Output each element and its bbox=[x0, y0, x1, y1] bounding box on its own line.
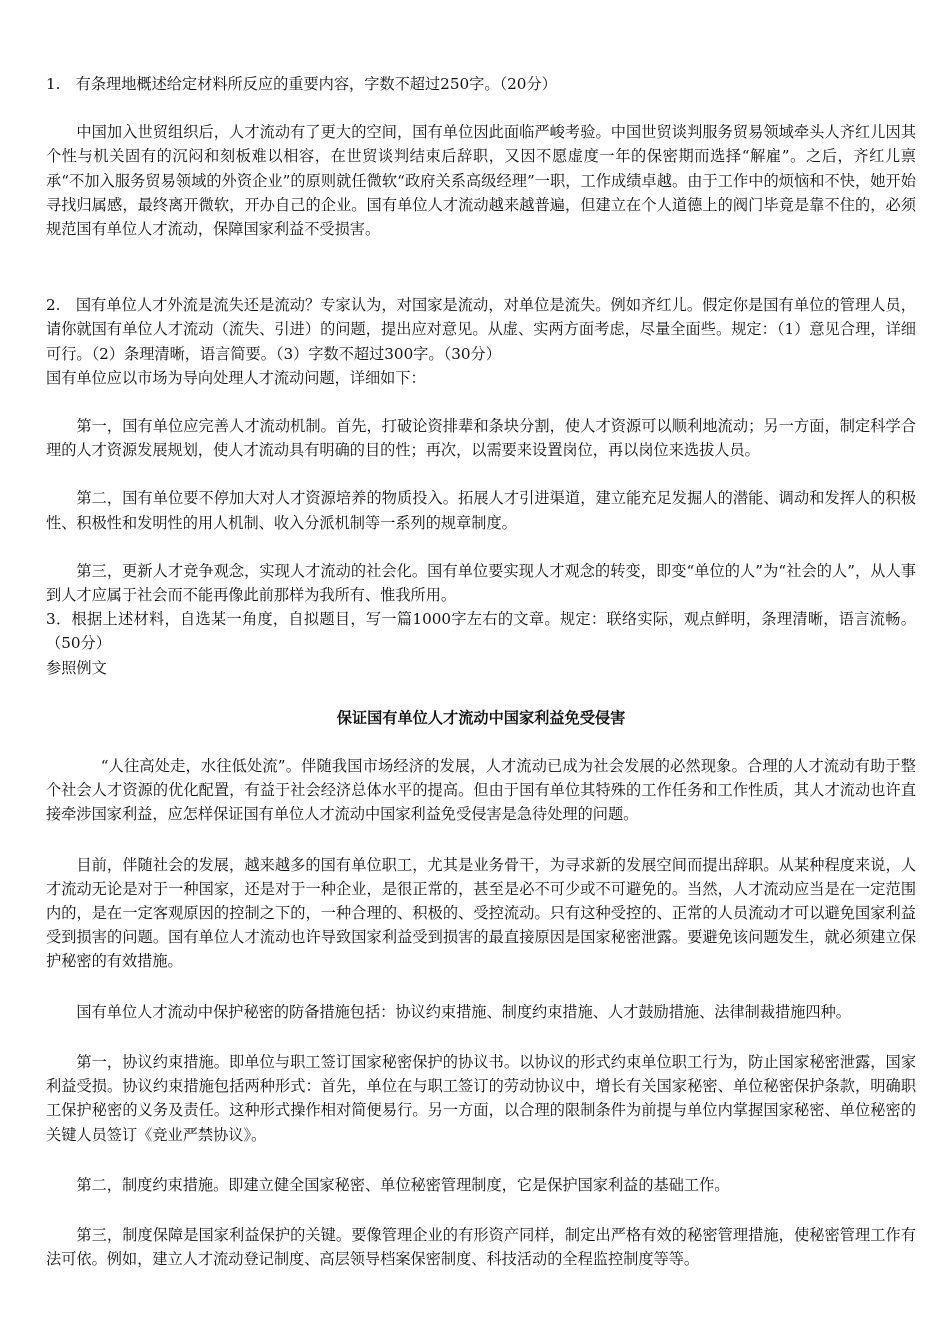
essay-paragraph-3: 国有单位人才流动中保护秘密的防备措施包括：协议约束措施、制度约束措施、人才鼓励措施、法律制裁措施四种。 bbox=[76, 1002, 851, 1021]
question-2-point-3: 第三，更新人才竞争观念，实现人才流动的社会化。国有单位要实现人才观念的转变，即变“单位的人”为“社会的人”，从人事到人才应属于社会而不能再像此前那样为我所有、惟我所用。 bbox=[46, 561, 916, 605]
question-2-lead: 国有单位应以市场为导向处理人才流动问题，详细如下： bbox=[46, 368, 426, 387]
essay-paragraph-5: 第二，制度约束措施。即建立健全国家秘密、单位秘密管理制度，它是保护国家利益的基础工作。 bbox=[76, 1175, 730, 1194]
question-2-point-1: 第一，国有单位应完善人才流动机制。首先，打破论资排辈和条块分割，使人才资源可以顺利地流动；另一方面，制定科学合理的人才资源发展规划，使人才流动具有明确的目的性；再次，以需要来设置岗位，再以岗位来选拔人员。 bbox=[46, 417, 916, 460]
essay-paragraph-1: “人往高处走，水往低处流”。伴随我国市场经济的发展，人才流动已成为社会发展的必然现象。合理的人才流动有助于整个社会人才资源的优化配置，有益于社会经济总体水平的提高。但由于国有单位其特殊的工作任务和工作性质，其人才流动也许直接牵涉国家利益，应怎样保证国有单位人才流动中国家利益免受侵害是急待处理的问题。 bbox=[46, 757, 916, 824]
reference-essay-label: 参照例文 bbox=[46, 658, 107, 677]
essay-paragraph-2: 目前，伴随社会的发展，越来越多的国有单位职工，尤其是业务骨干，为寻求新的发展空间而提出辞职。从某种程度来说，人才流动无论是对于一种国家，还是对于一种企业，是很正常的，甚至是必不可少或不可避免的。当然，人才流动应当是在一定范围内的，是在一定客观原因的控制之下的，一种合理的、积极的、受控流动。只有这种受控的、正常的人员流动才可以避免国家利益受到损害的问题。国有单位人才流动也许导致国家利益受到损害的最直接原因是国家秘密泄露。要避免该问题发生，就必须建立保护秘密的有效措施。 bbox=[46, 855, 916, 971]
question-3-prompt: 3．根据上述材料，自选某一角度，自拟题目，写一篇1000字左右的文章。规定：联络实际，观点鲜明，条理清晰，语言流畅。（50分） bbox=[46, 610, 916, 653]
question-1-answer: 中国加入世贸组织后，人才流动有了更大的空间，国有单位因此面临严峻考验。中国世贸谈判服务贸易领域牵头人齐红儿因其个性与机关固有的沉闷和刻板难以相容，在世贸谈判结束后辞职，又因不愿虚度一年的保密期而选择“解雇”。之后，齐红儿禀承“不加入服务贸易领域的外资企业”的原则就任微软“政府关系高级经理”一职，工作成绩卓越。由于工作中的烦恼和不快，她开始寻找归属感，最终离开微软，开办自己的企业。国有单位人才流动越来越普遍，但建立在个人道德上的阀门毕竟是靠不住的，必须规范国有单位人才流动，保障国家利益不受损害。 bbox=[46, 123, 916, 239]
essay-paragraph-4: 第一，协议约束措施。即单位与职工签订国家秘密保护的协议书。以协议的形式约束单位职工行为，防止国家秘密泄露，国家利益受损。协议约束措施包括两种形式：首先，单位在与职工签订的劳动协议中，增长有关国家秘密、单位秘密保护条款，明确职工保护秘密的义务及责任。这种形式操作相对简便易行。另一方面，以合理的限制条件为前提与单位内掌握国家秘密、单位秘密的关键人员签订《竞业严禁协议》。 bbox=[46, 1052, 916, 1144]
question-1-prompt: 1. 有条理地概述给定材料所反应的重要内容，字数不超过250字。（20分） bbox=[46, 75, 557, 93]
essay-paragraph-6: 第三，制度保障是国家利益保护的关键。要像管理企业的有形资产同样，制定出严格有效的秘密管理措施，使秘密管理工作有法可依。例如，建立人才流动登记制度、高层领导档案保密制度、科技活动的全程监控制度等等。 bbox=[46, 1225, 916, 1269]
question-2-point-2: 第二，国有单位要不停加大对人才资源培养的物质投入。拓展人才引进渠道，建立能充足发掘人的潜能、调动和发挥人的积极性、积极性和发明性的用人机制、收入分派机制等一系列的规章制度。 bbox=[46, 489, 916, 532]
essay-title: 保证国有单位人才流动中国家利益免受侵害 bbox=[336, 708, 626, 727]
document-page bbox=[46, 72, 916, 1271]
question-2-prompt: 2. 国有单位人才外流是流失还是流动？专家认为，对国家是流动，对单位是流失。例如齐红儿。假定你是国有单位的管理人员，请你就国有单位人才流动（流失、引进）的问题，提出应对意见。从虚、实两方面考虑，尽量全面些。规定：（1）意见合理，详细可行。（2）条理清晰，语言简要。（3）字数不超过300字。（30分） bbox=[46, 296, 916, 363]
